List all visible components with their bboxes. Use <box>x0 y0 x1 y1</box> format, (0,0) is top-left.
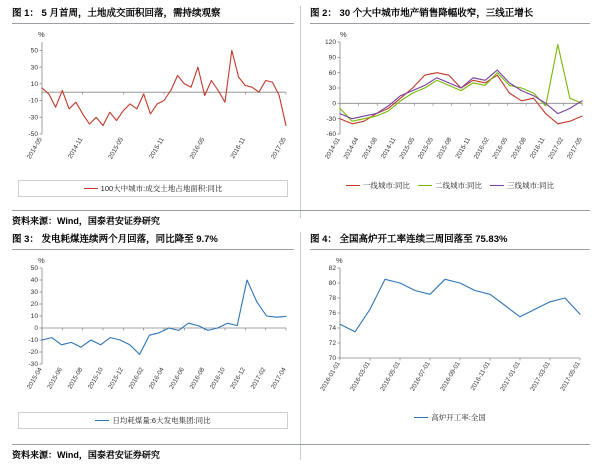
figure-2-unit: % <box>340 30 347 39</box>
figure-2-title: 图 2： 30 个大中城市地产销售降幅收窄，三线正增长 <box>310 8 590 24</box>
svg-text:2016-02: 2016-02 <box>472 136 491 161</box>
svg-text:2017-02: 2017-02 <box>547 136 566 161</box>
figure-2-chart <box>310 28 590 180</box>
svg-text:20: 20 <box>30 301 38 309</box>
legend-item <box>418 180 482 191</box>
svg-text:74: 74 <box>328 325 336 333</box>
figure-1-chart <box>12 28 294 180</box>
figure-4-title: 图 4： 全国高炉开工率连续三周回落至 75.83% <box>310 234 590 250</box>
legend-item <box>95 415 210 426</box>
svg-text:76: 76 <box>328 310 336 318</box>
svg-text:78: 78 <box>328 295 336 303</box>
svg-text:2016-11: 2016-11 <box>229 136 248 160</box>
svg-text:2016-04: 2016-04 <box>147 366 166 391</box>
figure-2-panel <box>310 8 590 191</box>
svg-text:2016-06: 2016-06 <box>168 366 187 391</box>
svg-text:2016-03-01: 2016-03-01 <box>349 360 372 393</box>
svg-text:120: 120 <box>324 39 336 47</box>
svg-text:-10: -10 <box>28 337 38 345</box>
figure-3-legend <box>18 412 288 429</box>
svg-text:30: 30 <box>328 85 336 93</box>
legend-label: 一线城市:同比 <box>362 181 410 190</box>
figure-3-panel <box>12 234 294 429</box>
svg-text:-50: -50 <box>28 131 38 139</box>
figure-3-plot <box>12 254 294 410</box>
svg-text:2016-05-01: 2016-05-01 <box>379 360 402 393</box>
svg-text:2016-12: 2016-12 <box>229 366 248 391</box>
figure-1-plot <box>12 28 294 178</box>
svg-text:2015-08: 2015-08 <box>435 136 454 161</box>
legend-label: 100大中城市:成交土地占地面积:同比 <box>100 184 223 193</box>
figure-3-unit: % <box>38 256 45 265</box>
legend-swatch-line <box>490 185 504 186</box>
svg-text:2016-02: 2016-02 <box>127 366 146 391</box>
svg-text:80: 80 <box>328 280 336 288</box>
svg-text:2014-04: 2014-04 <box>342 136 361 161</box>
svg-text:2017-02: 2017-02 <box>249 366 268 391</box>
svg-text:2016-09-01: 2016-09-01 <box>439 360 462 393</box>
figure-4-legend <box>310 412 590 423</box>
svg-text:2015-05: 2015-05 <box>398 136 417 161</box>
svg-text:2016-05: 2016-05 <box>188 136 207 161</box>
legend-swatch-line <box>346 185 360 186</box>
svg-text:72: 72 <box>328 340 336 348</box>
svg-text:2015-06: 2015-06 <box>46 366 65 391</box>
legend-swatch-line <box>414 417 428 418</box>
svg-text:2017-03-01: 2017-03-01 <box>529 360 552 393</box>
legend-label: 日均耗煤量:6大发电集团:同比 <box>112 416 211 425</box>
svg-text:-30: -30 <box>28 361 38 369</box>
svg-text:2015-10: 2015-10 <box>86 366 105 391</box>
figure-4-plot <box>310 254 590 410</box>
legend-swatch-line <box>418 185 432 186</box>
svg-text:0: 0 <box>332 100 336 108</box>
svg-text:2015-11: 2015-11 <box>148 136 166 160</box>
legend-item <box>490 180 554 191</box>
svg-text:-30: -30 <box>326 115 336 123</box>
svg-text:2014-11: 2014-11 <box>66 136 85 160</box>
figure-4-unit: % <box>336 256 343 265</box>
legend-item <box>346 180 410 191</box>
source-note-top: 资料来源：Wind，国泰君安证券研究 <box>12 210 590 227</box>
svg-text:2017-04: 2017-04 <box>269 366 288 391</box>
svg-text:2015-05: 2015-05 <box>107 136 126 161</box>
svg-text:60: 60 <box>328 69 336 77</box>
svg-text:2014-11: 2014-11 <box>379 136 398 160</box>
svg-text:82: 82 <box>328 265 336 273</box>
source-note-bottom: 资料来源：Wind，国泰君安证券研究 <box>12 444 590 461</box>
svg-text:2014-08: 2014-08 <box>361 136 379 161</box>
svg-text:-30: -30 <box>28 114 38 122</box>
column-divider-bottom <box>300 232 301 460</box>
svg-text:10: 10 <box>30 313 38 321</box>
svg-text:2016-08: 2016-08 <box>510 136 528 161</box>
svg-text:50: 50 <box>30 47 38 55</box>
svg-text:2016-08: 2016-08 <box>188 366 207 391</box>
svg-text:10: 10 <box>30 81 38 89</box>
figure-3-chart <box>12 254 294 412</box>
figure-4-chart <box>310 254 590 412</box>
svg-text:2017-05: 2017-05 <box>565 136 584 161</box>
svg-text:2017-05-01: 2017-05-01 <box>559 360 582 393</box>
column-divider-top <box>300 6 301 218</box>
svg-text:30: 30 <box>30 289 38 297</box>
legend-label: 三线城市:同比 <box>507 181 555 190</box>
svg-text:2016-01-01: 2016-01-01 <box>319 360 342 393</box>
figure-1-unit: % <box>38 30 45 39</box>
figure-2-plot <box>310 28 590 178</box>
figure-1-legend <box>18 180 288 197</box>
figure-2-legend <box>310 180 590 191</box>
svg-text:30: 30 <box>30 64 38 72</box>
svg-text:2014-01: 2014-01 <box>323 136 342 161</box>
figure-3-title: 图 3： 发电耗煤连续两个月回落，同比降至 9.7% <box>12 234 294 250</box>
svg-text:2015-12: 2015-12 <box>107 366 126 391</box>
svg-text:2015-08: 2015-08 <box>66 366 85 391</box>
svg-text:2015-11: 2015-11 <box>454 136 473 160</box>
svg-text:-20: -20 <box>28 349 38 357</box>
legend-item <box>84 183 223 194</box>
legend-swatch-line <box>84 188 98 189</box>
figure-4-panel <box>310 234 590 423</box>
svg-text:0: 0 <box>34 325 38 333</box>
figure-1-panel <box>12 8 294 197</box>
svg-text:2015-04: 2015-04 <box>25 366 44 391</box>
svg-text:2017-05: 2017-05 <box>269 136 288 161</box>
svg-text:90: 90 <box>328 54 336 62</box>
svg-text:2016-05: 2016-05 <box>491 136 510 161</box>
svg-text:70: 70 <box>328 355 336 363</box>
legend-label: 二线城市:同比 <box>434 181 483 190</box>
legend-item <box>414 412 486 423</box>
svg-text:2016-11: 2016-11 <box>528 136 547 160</box>
legend-swatch-line <box>95 420 109 421</box>
svg-text:2016-11-01: 2016-11-01 <box>469 360 492 392</box>
legend-label: 高炉开工率:全国 <box>431 413 486 422</box>
svg-text:2016-07-01: 2016-07-01 <box>409 360 432 393</box>
svg-text:2014-05: 2014-05 <box>25 136 44 161</box>
figure-1-title: 图 1： 5 月首周，土地成交面积回落，需持续观察 <box>12 8 294 24</box>
svg-text:40: 40 <box>30 277 38 285</box>
svg-text:-60: -60 <box>326 131 336 139</box>
svg-text:50: 50 <box>30 265 38 273</box>
svg-text:2015-05: 2015-05 <box>417 136 435 161</box>
svg-text:2017-01-01: 2017-01-01 <box>499 360 522 393</box>
svg-text:2016-10: 2016-10 <box>208 366 227 391</box>
svg-text:-10: -10 <box>28 97 38 105</box>
